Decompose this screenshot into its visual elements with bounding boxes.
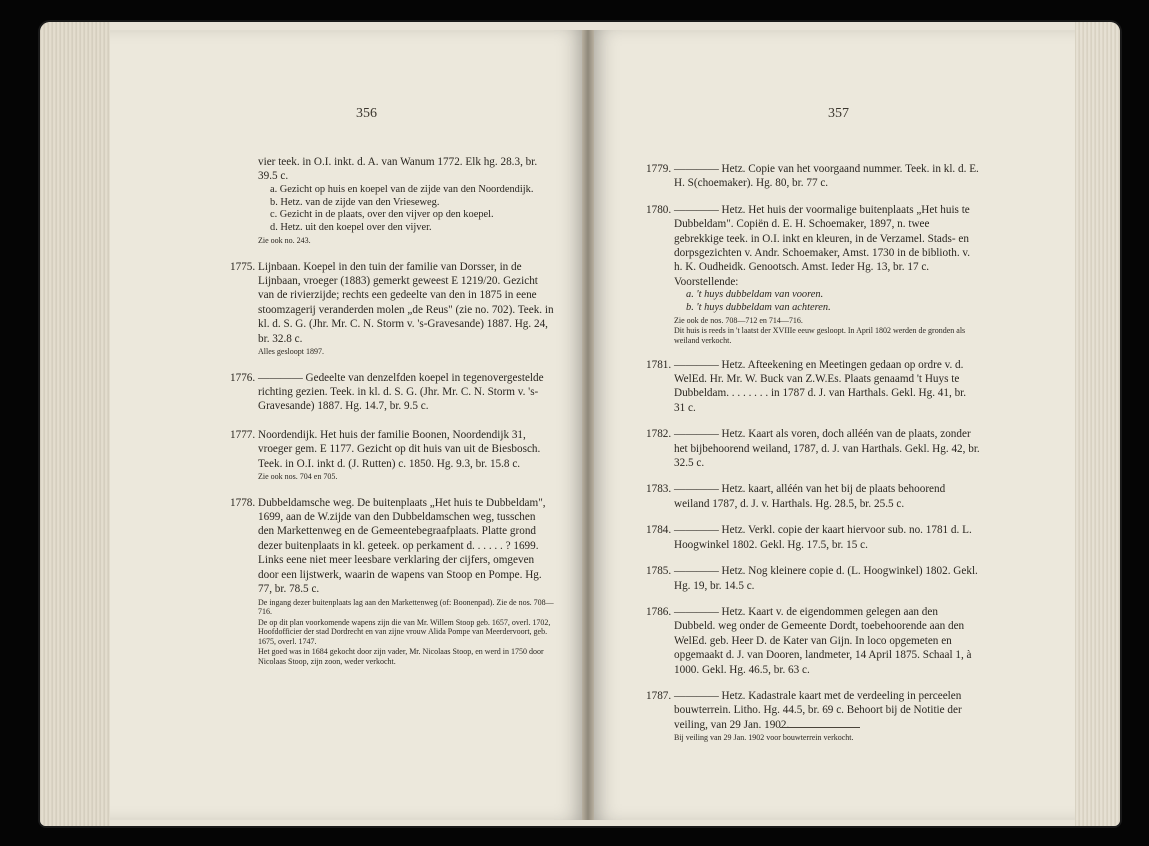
sub-item: b. 't huys dubbeldam van achteren.: [686, 302, 831, 314]
catalog-entry: [646, 358, 980, 416]
catalog-entry: [646, 689, 980, 743]
entry-text: Noordendijk. Het huis der familie Boonen, Noordendijk 31, vroeger gem. E 1177. Gezicht op dit huis van uit de Biesbosch. Teek. in O.I. inkt d. (J. Rutten) c. 1850. Hg. 9.3, br. 15.8 c.: [258, 428, 541, 470]
sub-item: c. Gezicht in de plaats, over den vijver op den koepel.: [270, 209, 494, 221]
entry-number: 1783.: [646, 483, 672, 496]
entry-text: ———— Hetz. kaart, alléén van het bij de plaats behoorend weiland 1787, d. J. v. Harthals. Hg. 28.5, br. 25.5 c.: [674, 483, 946, 510]
catalog-entry: [646, 162, 980, 191]
entry-number: 1786.: [646, 605, 672, 618]
sub-item: d. Hetz. uit den koepel over den vijver.: [270, 222, 432, 234]
book-gutter: [582, 30, 594, 820]
end-rule: [780, 727, 860, 728]
footnote: Het goed was in 1684 gekocht door zijn vader, Mr. Nicolaas Stoop, en werd in 1750 door Nicolaas Stoop, zijn zoon, weder verkocht.: [258, 647, 544, 667]
catalog-entry: [646, 427, 980, 470]
entry-number: 1785.: [646, 565, 672, 578]
entry-number: 1781.: [646, 358, 672, 371]
entry-number: 1778.: [230, 496, 256, 509]
entry-number: 1776.: [230, 371, 256, 384]
footnote: De ingang dezer buitenplaats lag aan den Markettenweg (of: Boonenpad). Zie de nos. 708—716.: [258, 597, 554, 617]
footnote: De op dit plan voorkomende wapens zijn die van Mr. Willem Stoop geb. 1657, overl. 1702, Hoofdofficier der stad Dordrecht en van zijne vrouw Alida Pompe van Meerdervoort, geb. 1675, overl. 1747.: [258, 617, 551, 646]
entry-text: ———— Hetz. Copie van het voorgaand nummer. Teek. in kl. d. E. H. S(choemaker). Hg. 80, br. 77 c.: [674, 163, 979, 190]
entry-number: 1784.: [646, 524, 672, 537]
entry-number: 1780.: [646, 203, 672, 216]
catalog-entry: [230, 371, 554, 414]
entry-text: ———— Hetz. Afteekening en Meetingen gedaan op ordre v. d. WelEd. Hr. Mr. W. Buck van Z.W.Es. Plaats genaamd 't Huys te Dubbeldam. . . . . . . . in 1787 d. J. van Harthals. Gekl. Hg. 41, br. 31 c.: [674, 358, 967, 414]
footnote: Zie ook de nos. 708—712 en 714—716.: [674, 315, 803, 325]
entry-text: Dubbeldamsche weg. De buitenplaats „Het huis te Dubbeldam", 1699, aan de W.zijde van den Dubbeldamschen weg, tusschen den Markettenweg en de Gemeentebegraafplaats. Platte grond dezer buitenplaats in kl. geteek. op perkament d. . . . . . ? 1699. Links eene niet meer leesbare verklaring der cijfers, omgeven door een lijstwerk, waarin de wapens van Stoop en Pompe. Hg. 77, br. 78.5 c.: [258, 496, 546, 596]
catalog-entry: [646, 605, 980, 677]
sub-item: a. 't huys dubbeldam van vooren.: [686, 289, 824, 301]
entry-number: 1777.: [230, 428, 256, 441]
catalog-entry: [646, 482, 980, 511]
catalog-entry: [646, 564, 980, 593]
catalog-entry: [646, 203, 980, 346]
entry-text: Lijnbaan. Koepel in den tuin der familie van Dorsser, in de Lijnbaan, vroeger (1883) gemerkt geweest E 1219/20. Gezicht van de rivierzijde; rechts een gedeelte van den in 1875 in eene stoomzagerij veranderden molen „de Reus" (zie no. 702). Teek. in kl. d. S. G. (Jhr. Mr. C. N. Storm v. 's-Gravesande) 1887. Hg. 24, br. 32.8 c.: [258, 260, 554, 345]
entry-text: ———— Hetz. Kaart v. de eigendommen gelegen aan den Dubbeld. weg onder de Gemeente Dordt, toebehoorende aan den WelEd. geb. Heer D. de Kater van Gijn. In loco opgemeten en opgemaakt d. J. van Dooren, landmeter, 14 April 1875. Schaal 1, à 1000. Gekl. Hg. 46.5, br. 63 c.: [674, 605, 972, 676]
sub-item: a. Gezicht op huis en koepel van de zijde van den Noordendijk.: [270, 183, 534, 195]
footnote: Bij veiling van 29 Jan. 1902 voor bouwterrein verkocht.: [674, 733, 854, 743]
right-page-number: 357: [828, 106, 849, 121]
left-page-number: 356: [356, 106, 377, 121]
entry-text: ———— Gedeelte van denzelfden koepel in tegenovergestelde richting gezien. Teek. in kl. d. S. G. (Jhr. Mr. C. N. Storm v. 's-Gravesande) 1887. Hg. 14.7, br. 9.5 c.: [258, 371, 544, 413]
page-edges-right: [1075, 22, 1120, 826]
catalog-entry: [230, 428, 554, 482]
catalog-entry: [646, 523, 980, 552]
footnote: Zie ook no. 243.: [258, 236, 311, 245]
footnote: Dit huis is reeds in 't laatst der XVIIIe eeuw gesloopt. In April 1802 werden de gronden als weiland verkocht.: [674, 326, 966, 346]
entry-number: 1779.: [646, 163, 672, 175]
entry-text: ———— Hetz. Kadastrale kaart met de verdeeling in perceelen bouwterrein. Litho. Hg. 44.5, br. 69 c. Behoort bij de Notitie der veiling, van 29 Jan. 1902.: [674, 689, 962, 731]
footnote: Alles gesloopt 1897.: [258, 347, 324, 357]
page-edges-left: [40, 22, 110, 826]
continuation-text: vier teek. in O.I. inkt. d. A. van Wanum 1772. Elk hg. 28.3, br. 39.5 c.: [258, 156, 538, 183]
left-column: [230, 155, 554, 667]
entry-text: ———— Hetz. Kaart als voren, doch alléén van de plaats, zonder het bijbehoorend weiland, 1787, d. J. van Harthals. Gekl. Hg. 42, br. 32.5 c.: [674, 428, 980, 470]
entry-text: ———— Hetz. Verkl. copie der kaart hiervoor sub. no. 1781 d. L. Hoogwinkel 1802. Gekl. Hg. 17.5, br. 15 c.: [674, 524, 972, 551]
catalog-entry: [230, 260, 554, 357]
entry-number: 1775.: [230, 260, 256, 273]
entry-number: 1782.: [646, 428, 672, 441]
entry-number: 1787.: [646, 689, 672, 702]
sub-item: b. Hetz. van de zijde van den Vrieseweg.: [270, 196, 440, 208]
entry-text: ———— Hetz. Nog kleinere copie d. (L. Hoogwinkel) 1802. Gekl. Hg. 19, br. 14.5 c.: [674, 565, 978, 592]
entry-text: ———— Hetz. Het huis der voormalige buitenplaats „Het huis te Dubbeldam". Copiën d. E. H. Schoemaker, 1897, n. twee gebrekkige teek. in O.I. inkt en kleuren, in de Verzamel. Stads- en dorpsgezichten v. Andr. Schoemaker, Amst. 1730 in de biblioth. v. h. K. Oudheidk. Genootsch. Amst. Ieder Hg. 13, br. 17 c. Voorstellende:: [674, 203, 971, 288]
catalog-entry: [230, 496, 554, 667]
footnote: Zie ook nos. 704 en 705.: [258, 472, 338, 482]
right-column: [646, 162, 980, 743]
